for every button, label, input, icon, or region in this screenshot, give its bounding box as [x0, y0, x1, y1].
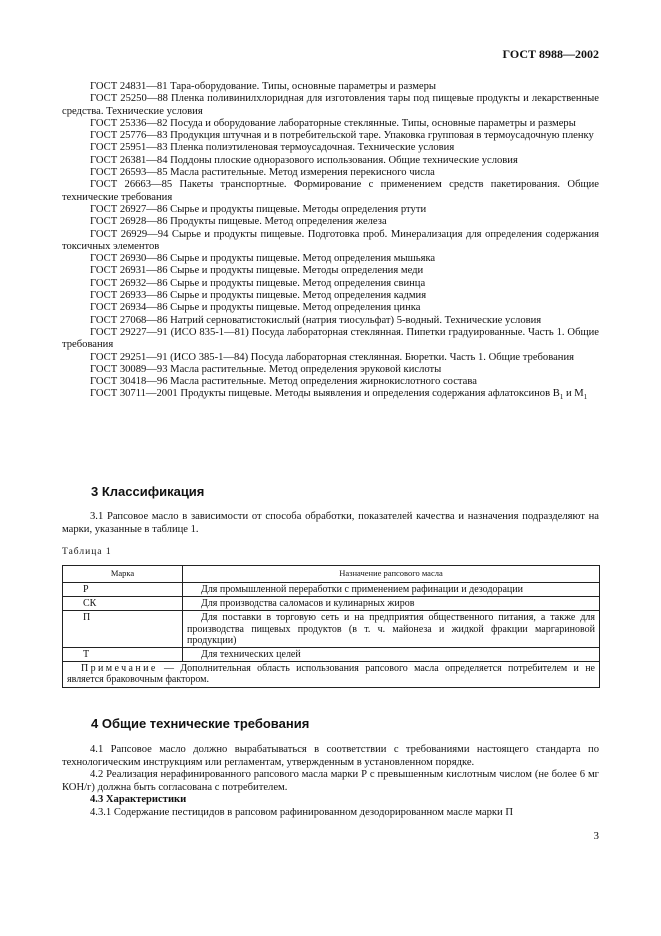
- paragraph-3-1: 3.1 Рапсовое масло в зависимости от способа обработки, показателей качества и назначения подразделяют на марки, указанные в таблице 1.: [62, 511, 599, 535]
- cell-purpose: Для поставки в торговую сеть и на предприятия общественного питания, а также для производства пищевых продуктов (в т. ч. майонеза и жидкой фракции маргариновой продукции): [183, 611, 600, 648]
- table-caption: Таблица 1: [62, 547, 112, 557]
- section-3-title: 3 Классификация: [91, 484, 205, 499]
- reference-item: ГОСТ 26929—94 Сырье и продукты пищевые. Подготовка проб. Минерализация для определения содержания токсичных элементов: [62, 228, 599, 252]
- cell-purpose: Для промышленной переработки с применением рафинации и дезодорации: [183, 583, 600, 597]
- subscript: 1: [559, 393, 564, 402]
- reference-item: ГОСТ 26931—86 Сырье и продукты пищевые. Методы определения меди: [90, 265, 424, 277]
- reference-item: ГОСТ 26381—84 Поддоны плоские одноразового использования. Общие технические условия: [90, 154, 518, 166]
- cell-mark: Т: [63, 648, 183, 662]
- reference-item: ГОСТ 26928—86 Продукты пищевые. Метод определения железа: [90, 216, 387, 228]
- normative-references: [62, 81, 599, 404]
- reference-item: ГОСТ 29251—91 (ИСО 385-1—84) Посуда лабораторная стеклянная. Бюретки. Часть 1. Общие требования: [90, 351, 575, 363]
- reference-item: ГОСТ 25336—82 Посуда и оборудование лабораторные стеклянные. Типы, основные параметры и размеры: [90, 117, 576, 129]
- reference-text: и M: [563, 388, 584, 400]
- reference-item: ГОСТ 26932—86 Сырье и продукты пищевые. Метод определения свинца: [90, 277, 426, 289]
- reference-item: ГОСТ 25776—83 Продукция штучная и в потребительской таре. Упаковка групповая в термоусадочную пленку: [90, 130, 594, 142]
- reference-item: ГОСТ 25250—88 Пленка поливинилхлоридная для изготовления тары под пищевые продукты и лекарственные средства. Технические условия: [62, 93, 599, 117]
- table-note-row: [63, 662, 600, 687]
- page-number: 3: [593, 830, 599, 842]
- paragraph-4-2: 4.2 Реализация нерафинированного рапсового масла марки Р с превышенным кислотным числом (не более 6 мг КОН/г) должна быть согласована с потребителем.: [62, 769, 599, 793]
- table-note: [63, 662, 600, 687]
- reference-item: ГОСТ 26933—86 Сырье и продукты пищевые. Метод определения кадмия: [90, 290, 427, 302]
- note-text: — Дополнительная область использования рапсового масла определяется потребителем и не является браковочным фактором.: [67, 663, 595, 686]
- cell-purpose: Для производства саломасов и кулинарных жиров: [183, 597, 600, 611]
- page-header: ГОСТ 8988—2002: [502, 47, 599, 61]
- reference-item: ГОСТ 26663—85 Пакеты транспортные. Формирование с применением средств пакетирования. Общие технические требования: [62, 179, 599, 203]
- section-4-title: 4 Общие технические требования: [91, 716, 310, 731]
- table-row: [63, 648, 600, 662]
- classification-table: [62, 565, 600, 688]
- reference-item: ГОСТ 25951—83 Пленка полиэтиленовая термоусадочная. Технические условия: [90, 142, 455, 154]
- reference-item: ГОСТ 26593—85 Масла растительные. Метод измерения перекисного числа: [90, 167, 435, 179]
- reference-item-last: [62, 388, 599, 403]
- note-label: Примечание: [81, 663, 158, 675]
- reference-item: ГОСТ 30089—93 Масла растительные. Метод определения эруковой кислоты: [90, 363, 442, 375]
- subscript: 1: [583, 393, 588, 402]
- subsection-4-3-title: 4.3 Характеристики: [90, 794, 187, 805]
- cell-mark: Р: [63, 583, 183, 597]
- cell-purpose: Для технических целей: [183, 648, 600, 662]
- table-row: [63, 597, 600, 611]
- header-purpose: Назначение рапсового масла: [183, 566, 600, 583]
- paragraph-4-1: 4.1 Рапсовое масло должно вырабатываться в соответствии с требованиями настоящего стандарта по технологическим инструкциям или регламентам, утвержденным в установленном порядке.: [62, 744, 599, 768]
- reference-item: ГОСТ 26934—86 Сырье и продукты пищевые. Метод определения цинка: [90, 302, 421, 314]
- paragraph-4-3-1: 4.3.1 Содержание пестицидов в рапсовом рафинированном дезодорированном масле марки П: [90, 807, 514, 818]
- reference-item: ГОСТ 26930—86 Сырье и продукты пищевые. Метод определения мышьяка: [90, 253, 436, 265]
- reference-item: ГОСТ 27068—86 Натрий серноватистокислый (натрия тиосульфат) 5-водный. Технические условия: [90, 314, 542, 326]
- reference-item: ГОСТ 24831—81 Тара-оборудование. Типы, основные параметры и размеры: [90, 81, 437, 92]
- cell-mark: СК: [63, 597, 183, 611]
- table-row: [63, 611, 600, 648]
- reference-item: ГОСТ 30418—96 Масла растительные. Метод определения жирнокислотного состава: [90, 376, 477, 388]
- reference-item: ГОСТ 26927—86 Сырье и продукты пищевые. Методы определения ртути: [90, 203, 427, 215]
- cell-mark: П: [63, 611, 183, 648]
- table-row: [63, 583, 600, 597]
- header-mark: Марка: [63, 566, 183, 583]
- reference-item: ГОСТ 29227—91 (ИСО 835-1—81) Посуда лабораторная стеклянная. Пипетки градуированные. Часть 1. Общие требования: [62, 326, 599, 351]
- table-header-row: [63, 566, 600, 583]
- reference-text: ГОСТ 30711—2001 Продукты пищевые. Методы выявления и определения содержания афлатоксинов B: [90, 388, 560, 400]
